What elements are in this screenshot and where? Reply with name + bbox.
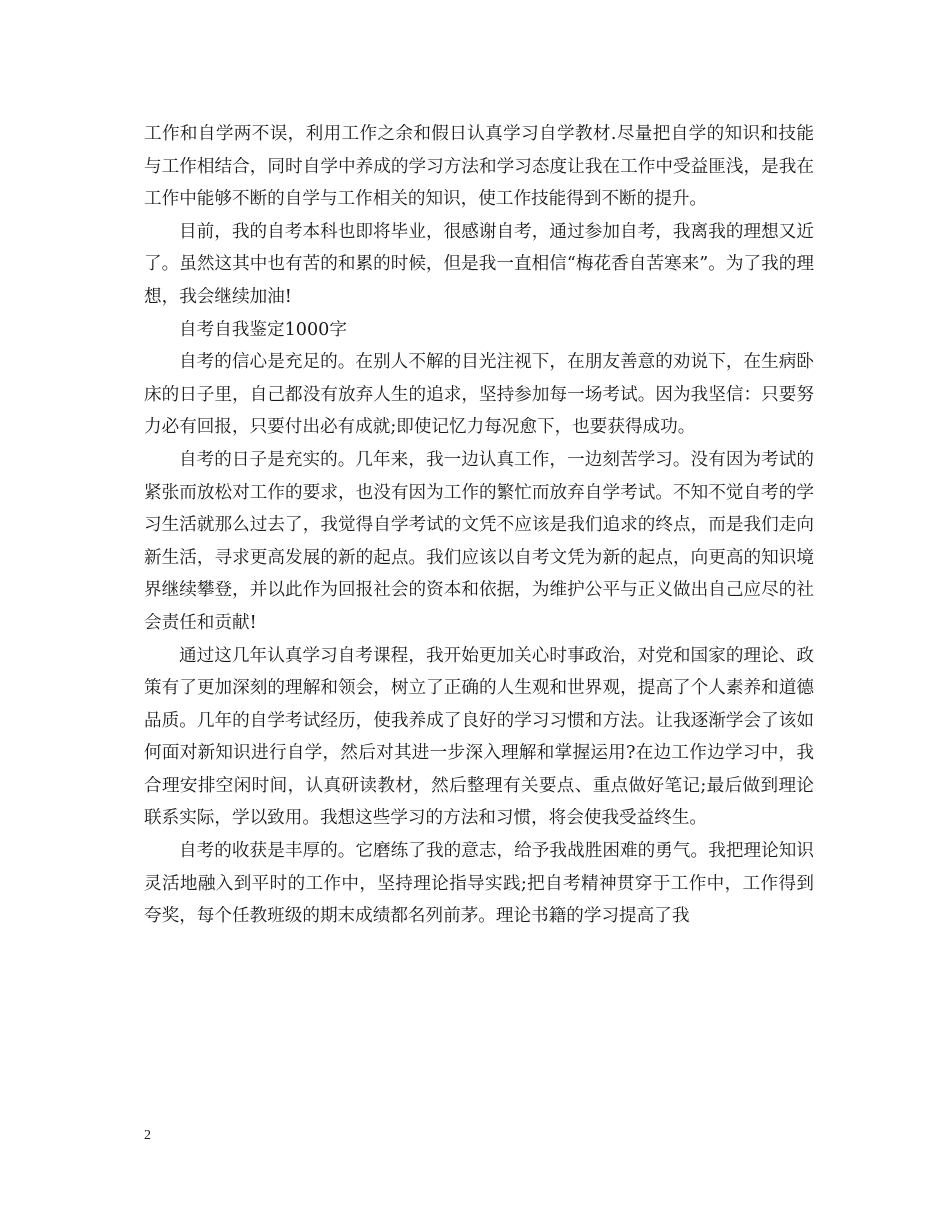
paragraph-5: 通过这几年认真学习自考课程，我开始更加关心时事政治，对党和国家的理论、政策有了更加深刻的理解和领会，树立了正确的人生观和世界观，提高了个人素养和道德品质。几年的自学考试经历，使我养成了良好的学习习惯和方法。让我逐渐学会了该如何面对新知识进行自学，然后对其进一步深入理解和掌握运用?在边工作边学习中，我合理安排空闲时间，认真研读教材，然后整理有关要点、重点做好笔记;最后做到理论联系实际，学以致用。我想这些学习的方法和习惯，将会使我受益终生。 xyxy=(144,645,814,829)
paragraph-4: 自考的日子是充实的。几年来，我一边认真工作，一边刻苦学习。没有因为考试的紧张而放松对工作的要求，也没有因为工作的繁忙而放弃自学考试。不知不觉自考的学习生活就那么过去了，我觉得自学考试的文凭不应该是我们追求的终点，而是我们走向新生活，寻求更高发展的新的起点。我们应该以自考文凭为新的起点，向更高的知识境界继续攀登，并以此作为回报社会的资本和依据，为维护公平与正义做出自己应尽的社会责任和贡献! xyxy=(144,449,814,633)
page-number: 2 xyxy=(144,1128,151,1143)
paragraph-2: 目前，我的自考本科也即将毕业，很感谢自考，通过参加自考，我离我的理想又近了。虽然这其中也有苦的和累的时候，但是我一直相信“梅花香自苦寒来”。为了我的理想，我会继续加油! xyxy=(144,221,814,307)
section-heading: 自考自我鉴定1000字 xyxy=(179,319,347,340)
body-text xyxy=(144,118,814,933)
paragraph-3: 自考的信心是充足的。在别人不解的目光注视下，在朋友善意的劝说下，在生病卧床的日子里，自己都没有放弃人生的追求，坚持参加每一场考试。因为我坚信：只要努力必有回报，只要付出必有成就;即使记忆力每况愈下，也要获得成功。 xyxy=(144,352,814,438)
paragraph-1: 工作和自学两不误，利用工作之余和假日认真学习自学教材.尽量把自学的知识和技能与工作相结合，同时自学中养成的学习方法和学习态度让我在工作中受益匪浅，是我在工作中能够不断的自学与工作相关的知识，使工作技能得到不断的提升。 xyxy=(144,124,814,210)
paragraph-6: 自考的收获是丰厚的。它磨练了我的意志，给予我战胜困难的勇气。我把理论知识灵活地融入到平时的工作中，坚持理论指导实践;把自考精神贯穿于工作中，工作得到夸奖，每个任教班级的期末成绩都名列前茅。理论书籍的学习提高了我 xyxy=(144,841,814,927)
